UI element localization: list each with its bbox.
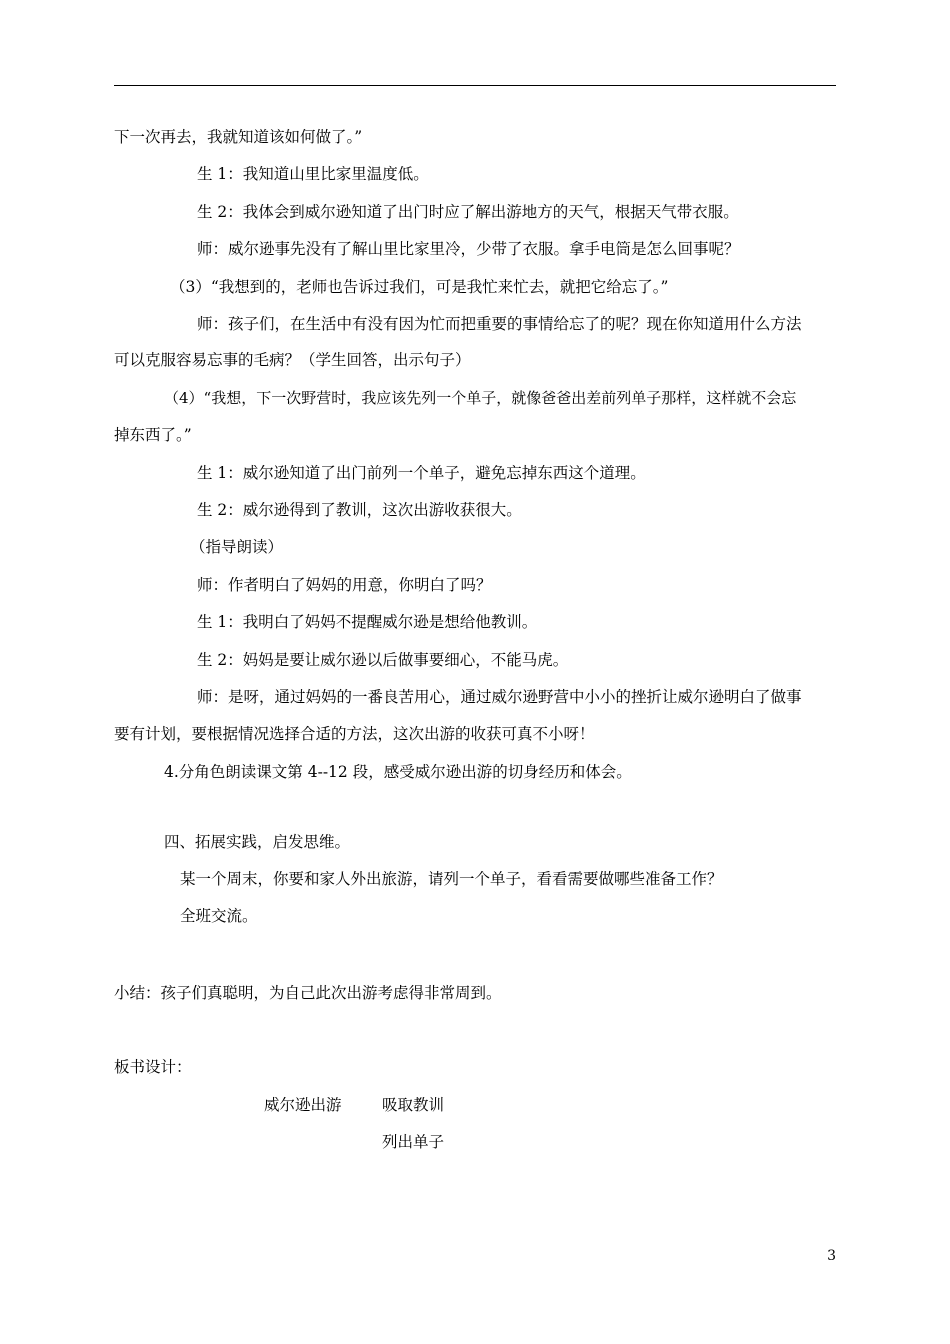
text-line: 生 2：我体会到威尔逊知道了出门时应了解出游地方的天气，根据天气带衣服。 (197, 203, 739, 221)
text-line: 掉东西了。” (114, 426, 192, 444)
text-line: 生 1：我明白了妈妈不提醒威尔逊是想给他教训。 (197, 613, 538, 631)
text-line: 生 1：威尔逊知道了出门前列一个单子，避免忘掉东西这个道理。 (197, 464, 646, 482)
text-line: （指导朗读） (190, 538, 284, 556)
text-line: 生 1：我知道山里比家里温度低。 (197, 165, 429, 183)
board-design-label: 板书设计： (114, 1058, 192, 1076)
text-line: 师：是呀，通过妈妈的一番良苦用心，通过威尔逊野营中小小的挫折让威尔逊明白了做事 (197, 688, 802, 706)
board-item: 吸取教训 (382, 1096, 445, 1114)
text-line: 全班交流。 (180, 907, 258, 925)
text-line: 生 2：妈妈是要让威尔逊以后做事要细心，不能马虎。 (197, 651, 569, 669)
summary-line: 小结：孩子们真聪明，为自己此次出游考虑得非常周到。 (114, 984, 502, 1002)
text-line: 师：孩子们，在生活中有没有因为忙而把重要的事情给忘了的呢？现在你知道用什么方法 (197, 315, 802, 333)
text-line: 要有计划，要根据情况选择合适的方法，这次出游的收获可真不小呀！ (114, 725, 595, 743)
section-heading: 四、拓展实践，启发思维。 (164, 833, 351, 851)
text-line: 4.分角色朗读课文第 4--12 段，感受威尔逊出游的切身经历和体会。 (164, 763, 632, 781)
text-line: 可以克服容易忘事的毛病？（学生回答，出示句子） (114, 351, 471, 369)
header-rule (114, 85, 836, 86)
text-line: 师：作者明白了妈妈的用意，你明白了吗？ (197, 576, 492, 594)
text-line: 下一次再去，我就知道该如何做了。” (114, 128, 363, 146)
text-line: 生 2：威尔逊得到了教训，这次出游收获很大。 (197, 501, 522, 519)
text-line: 某一个周末，你要和家人外出旅游，请列一个单子，看看需要做哪些准备工作？ (180, 870, 723, 888)
text-line: 师：威尔逊事先没有了解山里比家里冷，少带了衣服。拿手电筒是怎么回事呢？ (197, 240, 740, 258)
board-title: 威尔逊出游 (264, 1096, 342, 1114)
text-line: （4）“我想，下一次野营时，我应该先列一个单子，就像爸爸出差前列单子那样，这样就不会忘 (164, 389, 797, 407)
board-item: 列出单子 (382, 1133, 445, 1151)
page-number: 3 (827, 1248, 836, 1264)
text-line: （3）“我想到的，老师也告诉过我们，可是我忙来忙去，就把它给忘了。” (170, 278, 669, 296)
